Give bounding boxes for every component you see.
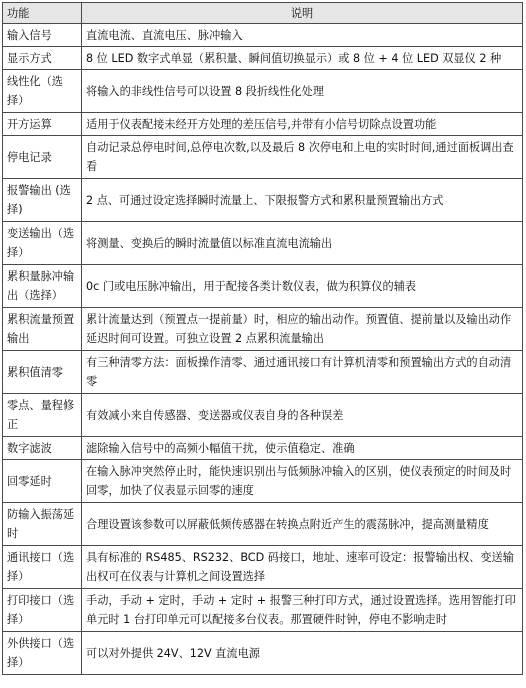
- table-row: [3, 460, 523, 503]
- table-row: [3, 437, 523, 460]
- row-function: 打印接口（选择）: [3, 589, 82, 632]
- header-description: 说明: [82, 3, 523, 24]
- row-description: 手动，手动 + 定时，手动 + 定时 + 报警三种打印方式，通过设置选择。选用智能打印单元时 1 台打印单元可以配接多台仪表。那置硬件时钟，停电不影响走时: [82, 589, 523, 632]
- row-function: 输入信号: [3, 24, 82, 47]
- row-description: 将输入的非线性信号可以设置 8 段折线性化处理: [82, 70, 523, 113]
- row-description: 2 点、可通过设定选择瞬时流量上、下限报警方式和累积量预置输出方式: [82, 179, 523, 222]
- table-row: [3, 70, 523, 113]
- table-row: [3, 47, 523, 70]
- table-row: [3, 265, 523, 308]
- table-row: [3, 351, 523, 394]
- row-function: 线性化（选择）: [3, 70, 82, 113]
- row-description: 有效减小来自传感器、变送器或仪表自身的各种误差: [82, 394, 523, 437]
- row-function: 显示方式: [3, 47, 82, 70]
- spec-table: [2, 2, 523, 675]
- row-description: 适用于仪表配接未经开方处理的差压信号,并带有小信号切除点设置功能: [82, 113, 523, 136]
- table-row: [3, 24, 523, 47]
- row-description: 滤除输入信号中的高频小幅值干扰，使示值稳定、准确: [82, 437, 523, 460]
- row-description: 可以对外提供 24V、12V 直流电源: [82, 632, 523, 675]
- row-description: 8 位 LED 数字式单显（累积量、瞬间值切换显示）或 8 位 + 4 位 LED 双显仪 2 种: [82, 47, 523, 70]
- row-description: 累计流量达到（预置点一提前量）时，相应的输出动作。预置值、提前量以及输出动作延迟时间可设置。可独立设置 2 点累积流量输出: [82, 308, 523, 351]
- table-row: [3, 136, 523, 179]
- row-function: 外供接口（选择）: [3, 632, 82, 675]
- table-row: [3, 222, 523, 265]
- table-row: [3, 589, 523, 632]
- row-description: 有三种清零方法：面板操作清零、通过通讯接口有计算机清零和预置输出方式的自动清零: [82, 351, 523, 394]
- row-function: 防输入振荡延时: [3, 503, 82, 546]
- table-row: [3, 179, 523, 222]
- header-function: 功能: [3, 3, 82, 24]
- row-function: 通讯接口（选择）: [3, 546, 82, 589]
- table-row: [3, 394, 523, 437]
- row-function: 累积量脉冲输出（选择）: [3, 265, 82, 308]
- row-description: 将测量、变换后的瞬时流量值以标准直流电流输出: [82, 222, 523, 265]
- row-function: 报警输出 (选择): [3, 179, 82, 222]
- row-description: 自动记录总停电时间,总停电次数,以及最后 8 次停电和上电的实时时间,通过面板调出查看: [82, 136, 523, 179]
- row-function: 零点、量程修正: [3, 394, 82, 437]
- row-function: 开方运算: [3, 113, 82, 136]
- row-function: 累积值清零: [3, 351, 82, 394]
- row-function: 累积流量预置输出: [3, 308, 82, 351]
- table-row: [3, 503, 523, 546]
- row-description: 0c 门或电压脉冲输出，用于配接各类计数仪表，做为积算仪的辅表: [82, 265, 523, 308]
- row-function: 变送输出（选择）: [3, 222, 82, 265]
- table-row: [3, 308, 523, 351]
- table-row: [3, 546, 523, 589]
- row-function: 停电记录: [3, 136, 82, 179]
- row-function: 数字滤波: [3, 437, 82, 460]
- row-description: 具有标准的 RS485、RS232、BCD 码接口，地址、速率可设定：报警输出权、变送输出权可在仪表与计算机之间设置选择: [82, 546, 523, 589]
- row-function: 回零延时: [3, 460, 82, 503]
- row-description: 合理设置该参数可以屏蔽低频传感器在转换点附近产生的震荡脉冲，提高测量精度: [82, 503, 523, 546]
- table-row: [3, 632, 523, 675]
- row-description: 直流电流、直流电压、脉冲输入: [82, 24, 523, 47]
- table-header-row: [3, 3, 523, 24]
- table-row: [3, 113, 523, 136]
- row-description: 在输入脉冲突然停止时，能快速识别出与低频脉冲输入的区别，使仪表预定的时间及时回零，加快了仪表显示回零的速度: [82, 460, 523, 503]
